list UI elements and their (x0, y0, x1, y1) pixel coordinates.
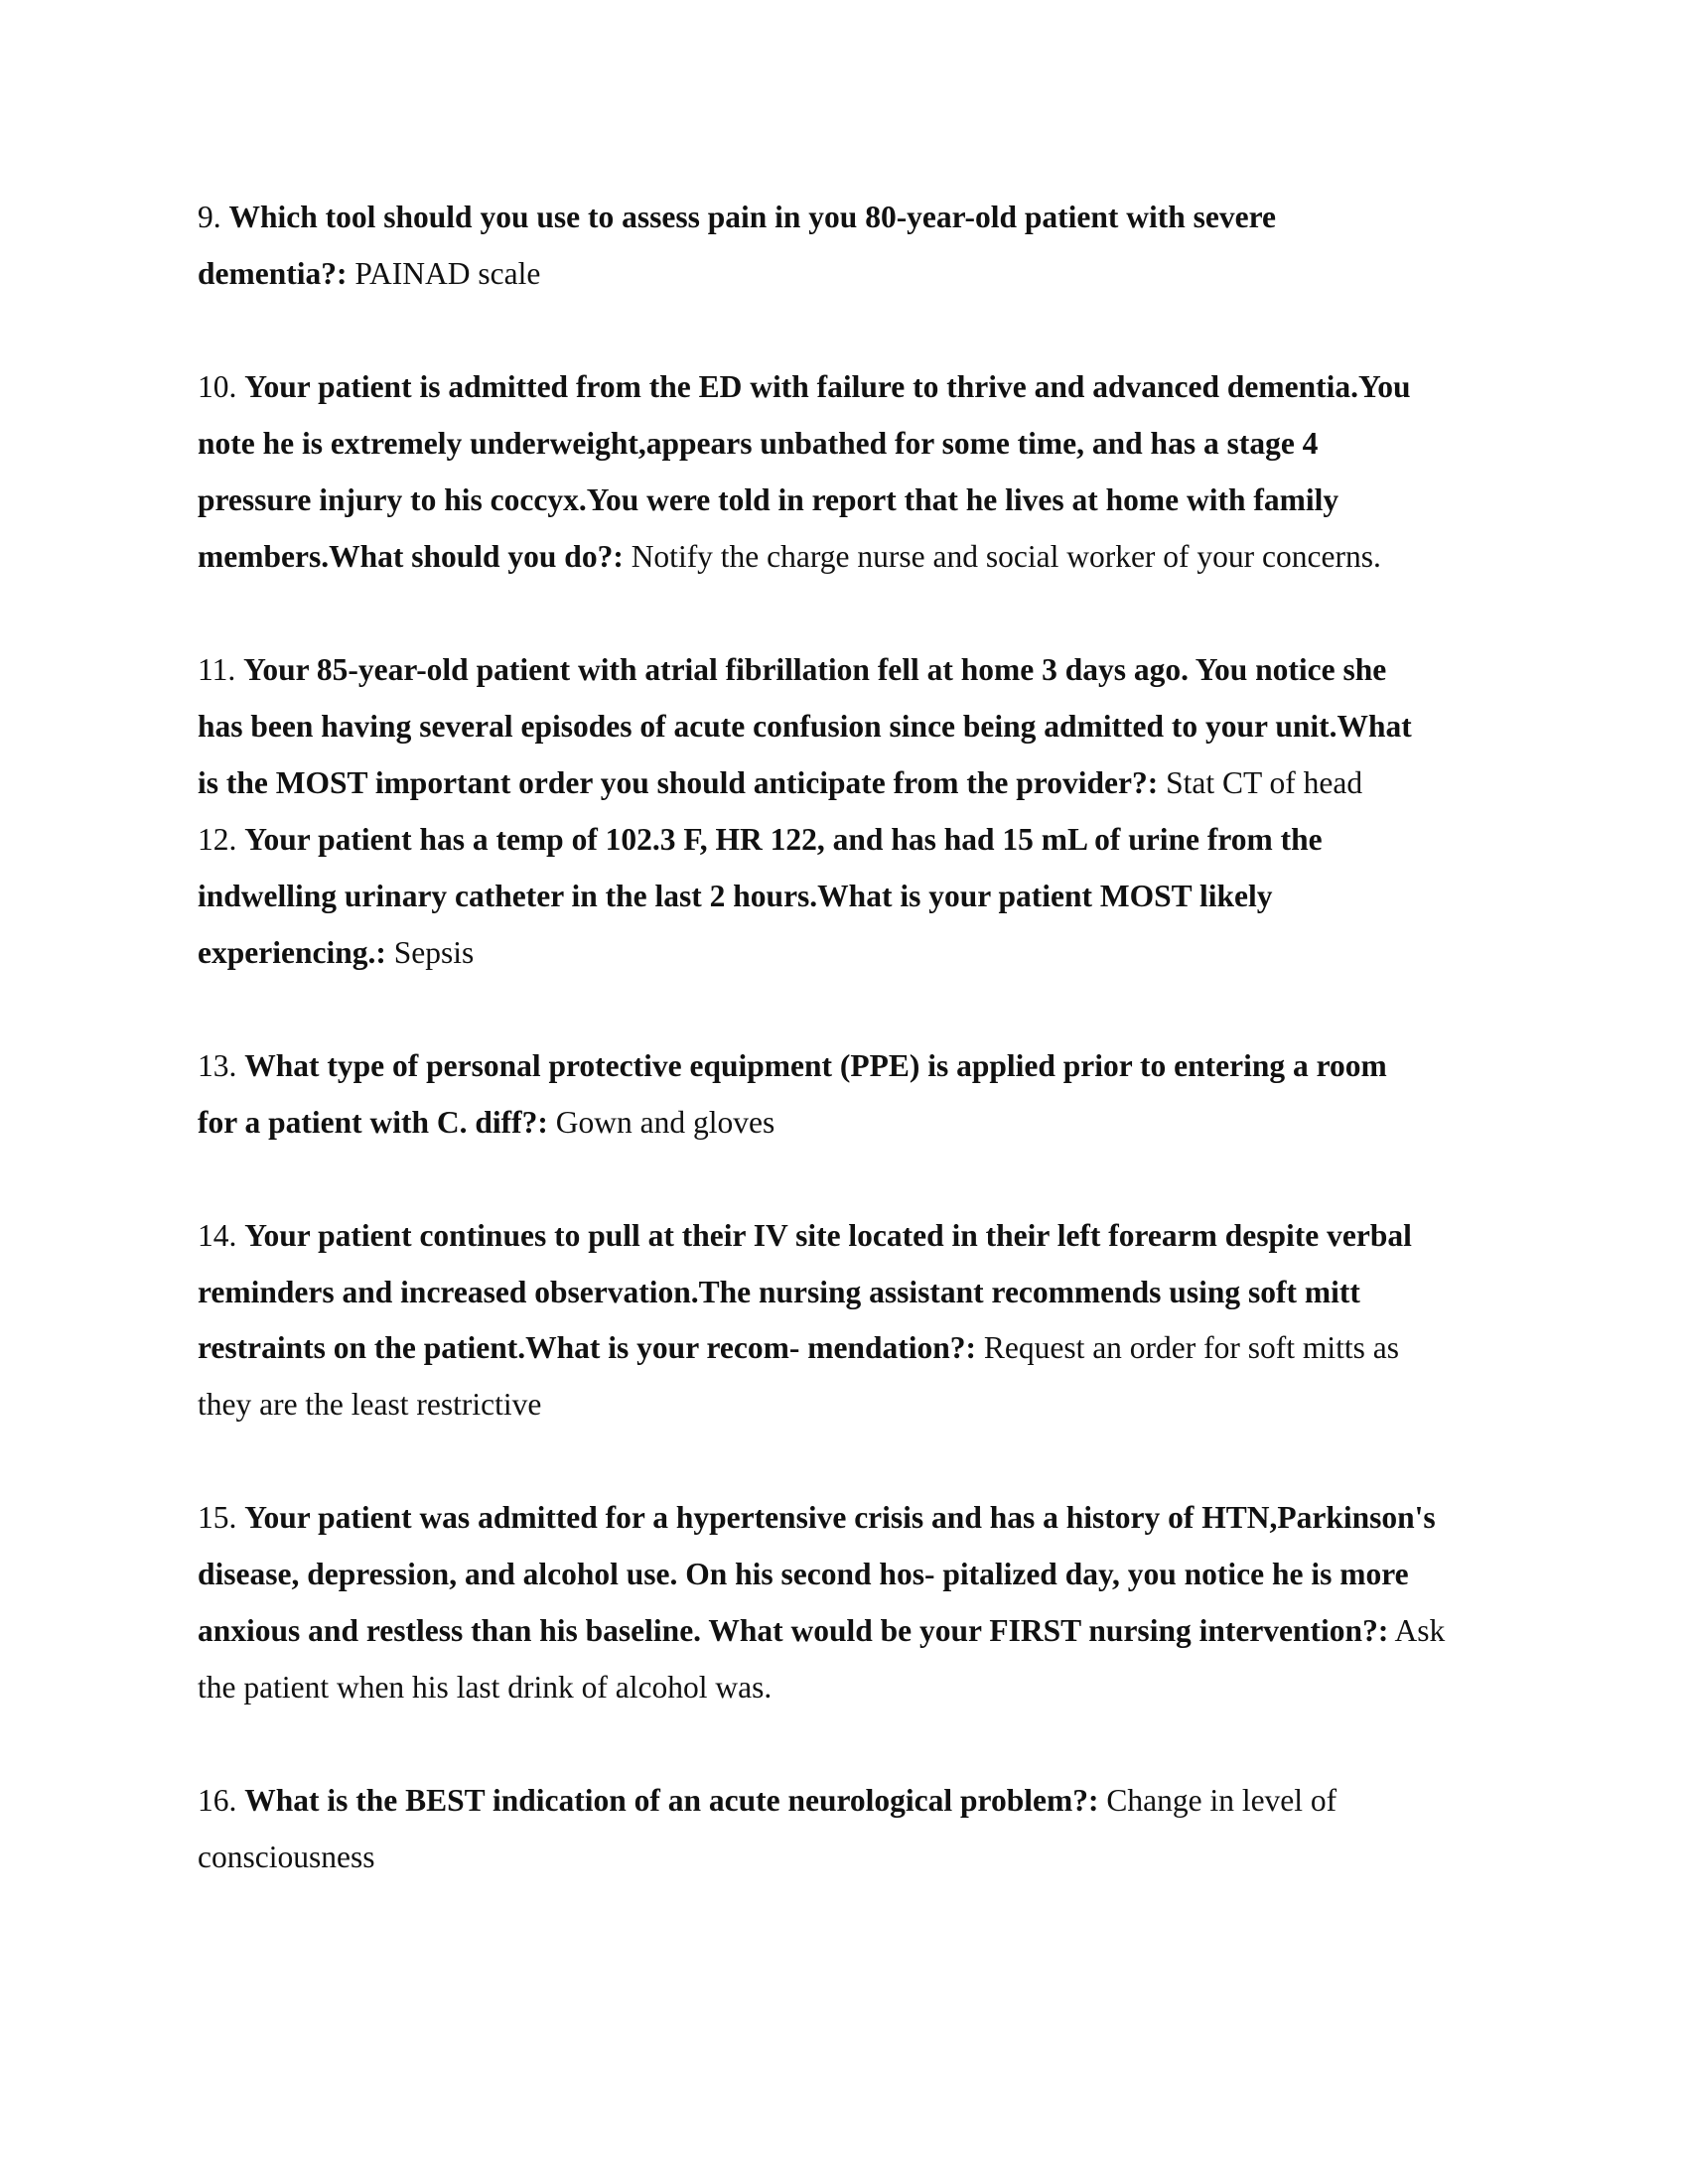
q14-line-4 (198, 1376, 541, 1433)
question-number: 12. (198, 822, 237, 857)
answer-text: Change in level of (1098, 1783, 1337, 1818)
answer-text: the patient when his last drink of alcohol was. (198, 1670, 773, 1705)
question-text: Your patient is admitted from the ED with failure to thrive and advanced dementia.You (244, 369, 1411, 404)
question-text: reminders and increased observation.The nursing assistant recommends using soft mitt (198, 1275, 1360, 1309)
answer-text: PAINAD scale (347, 256, 541, 291)
answer-text: Sepsis (385, 935, 475, 970)
q16-line-2 (198, 1829, 374, 1885)
q11-line-2 (198, 698, 1412, 754)
answer-text: they are the least restrictive (198, 1387, 542, 1422)
q9-line-2 (198, 245, 540, 302)
question-text: is the MOST important order you should anticipate from the provider?: (198, 765, 1159, 800)
question-number: 16. (198, 1783, 237, 1818)
answer-text: Gown and gloves (547, 1105, 775, 1140)
answer-text: Ask (1388, 1613, 1446, 1648)
answer-text: Request an order for soft mitts as (975, 1330, 1400, 1365)
question-number: 10. (198, 369, 237, 404)
q13-line-2 (198, 1094, 774, 1151)
question-text: anxious and restless than his baseline. What would be your FIRST nursing intervention?: (198, 1613, 1389, 1648)
q14-line-3 (198, 1319, 1399, 1376)
question-text: Your patient has a temp of 102.3 F, HR 122, and has had 15 mL of urine from the (244, 822, 1323, 857)
question-text: Your 85-year-old patient with atrial fibrillation fell at home 3 days ago. You notice she (243, 652, 1387, 687)
q10-line-4 (198, 528, 1381, 585)
question-text: What is the BEST indication of an acute neurological problem?: (244, 1783, 1099, 1818)
q12-line-2 (198, 868, 1272, 924)
q12-line-3 (198, 924, 474, 981)
answer-text: Notify the charge nurse and social worker of your concerns. (623, 539, 1381, 574)
question-text: note he is extremely underweight,appears unbathed for some time, and has a stage 4 (198, 426, 1319, 461)
question-text: Which tool should you use to assess pain in you 80-year-old patient with severe (228, 200, 1276, 234)
q10-line-3 (198, 472, 1338, 528)
question-number: 9. (198, 200, 221, 234)
question-text: Your patient was admitted for a hypertensive crisis and has a history of HTN,Parkinson's (244, 1500, 1436, 1535)
question-text: restraints on the patient.What is your recom- mendation?: (198, 1330, 976, 1365)
q14-line-2 (198, 1264, 1360, 1320)
question-text: has been having several episodes of acute confusion since being admitted to your unit.What (198, 709, 1412, 744)
question-text: dementia?: (198, 256, 348, 291)
question-text: for a patient with C. diff?: (198, 1105, 548, 1140)
q15-line-2 (198, 1546, 1409, 1602)
q10-line-2 (198, 415, 1318, 472)
q11-line-3 (198, 754, 1362, 811)
q10-line-1 (198, 358, 1411, 415)
answer-text: consciousness (198, 1840, 375, 1874)
question-text: indwelling urinary catheter in the last 2 hours.What is your patient MOST likely (198, 879, 1273, 913)
question-text: experiencing.: (198, 935, 386, 970)
question-number: 13. (198, 1048, 237, 1083)
q16-line-1 (198, 1772, 1336, 1829)
q15-line-4 (198, 1659, 772, 1715)
question-text: disease, depression, and alcohol use. On his second hos- pitalized day, you notice he is more (198, 1557, 1409, 1591)
question-text: pressure injury to his coccyx.You were told in report that he lives at home with family (198, 482, 1339, 517)
q13-line-1 (198, 1037, 1387, 1094)
question-number: 14. (198, 1218, 237, 1253)
q14-line-1 (198, 1207, 1412, 1264)
question-text: Your patient continues to pull at their IV site located in their left forearm despite verbal (244, 1218, 1412, 1253)
q9-line-1 (198, 189, 1276, 245)
question-text: What type of personal protective equipment (PPE) is applied prior to entering a room (244, 1048, 1387, 1083)
q12-line-1 (198, 811, 1323, 868)
question-number: 11. (198, 652, 236, 687)
q15-line-1 (198, 1489, 1436, 1546)
question-text: members.What should you do?: (198, 539, 624, 574)
q15-line-3 (198, 1602, 1445, 1659)
question-number: 15. (198, 1500, 237, 1535)
answer-text: Stat CT of head (1158, 765, 1363, 800)
q11-line-1 (198, 641, 1386, 698)
